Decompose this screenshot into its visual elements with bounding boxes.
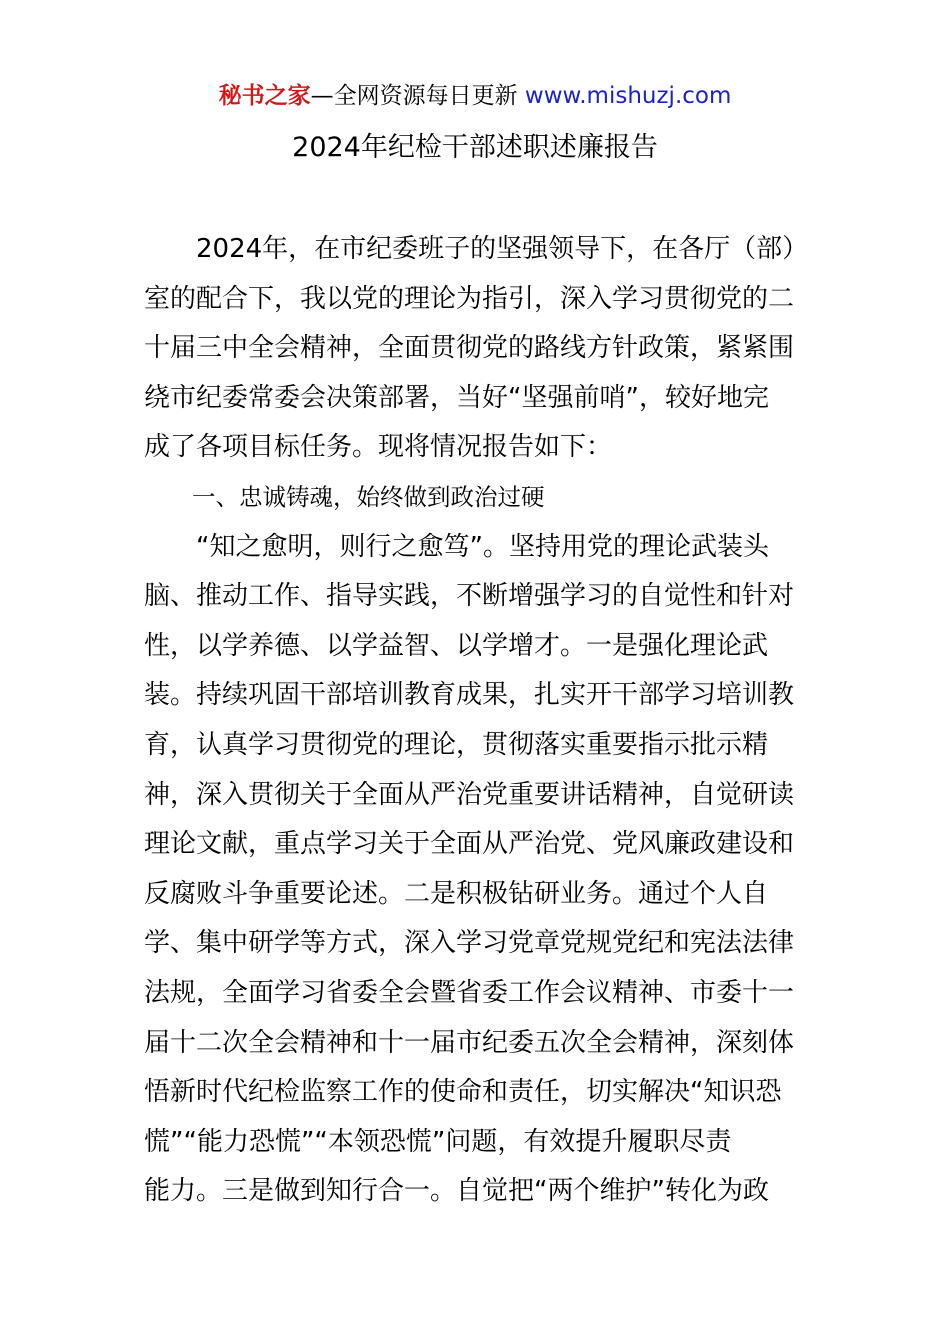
paragraph-line: 届十二次全会精神和十一届市纪委五次全会精神，深刻体 bbox=[144, 1027, 795, 1058]
paragraph-line: 脑、推动工作、指导实践，不断增强学习的自觉性和针对 bbox=[144, 581, 795, 612]
paragraph-line: 室的配合下，我以党的理论为指引，深入学习贯彻党的二 bbox=[144, 283, 795, 314]
document-title: 2024年纪检干部述职述廉报告 bbox=[292, 132, 658, 163]
paragraph-line: 理论文献，重点学习关于全面从严治党、党风廉政建设和 bbox=[144, 829, 795, 860]
section-heading: 一、忠诚铸魂，始终做到政治过硬 bbox=[192, 482, 545, 511]
document-body bbox=[144, 225, 809, 1217]
paragraph-line: 悟新时代纪检监察工作的使命和责任，切实解决“知识恐 bbox=[144, 1077, 782, 1108]
paragraph-line: 法规，全面学习省委全会暨省委工作会议精神、市委十一 bbox=[144, 977, 795, 1008]
site-url-link[interactable]: www.mishuzj.com bbox=[524, 83, 732, 109]
header-slogan: —全网资源每日更新 bbox=[310, 83, 518, 109]
paragraph-line: 装。持续巩固干部培训教育成果，扎实开干部学习培训教 bbox=[144, 680, 795, 711]
paragraph-line: 成了各项目标任务。现将情况报告如下： bbox=[144, 432, 613, 463]
paragraph-line: 反腐败斗争重要论述。二是积极钻研业务。通过个人自 bbox=[144, 878, 769, 909]
paragraph-line: 性，以学养德、以学益智、以学增才。一是强化理论武 bbox=[144, 630, 769, 661]
brand-name: 秘书之家 bbox=[218, 83, 311, 109]
paragraph-line: 能力。三是做到知行合一。自觉把“两个维护”转化为政 bbox=[144, 1176, 769, 1207]
paragraph-line: 慌”“能力恐慌”“本领恐慌”问题，有效提升履职尽责 bbox=[144, 1126, 732, 1157]
paragraph-line: 学、集中研学等方式，深入学习党章党规党纪和宪法法律 bbox=[144, 928, 795, 959]
paragraph-line: “知之愈明，则行之愈笃”。坚持用党的理论武装头 bbox=[196, 531, 769, 562]
paragraph-line: 神，深入贯彻关于全面从严治党重要讲话精神，自觉研读 bbox=[144, 779, 795, 810]
site-header bbox=[0, 80, 950, 112]
paragraph-line: 2024年，在市纪委班子的坚强领导下，在各厅（部） bbox=[196, 234, 809, 264]
paragraph-line: 十届三中全会精神，全面贯彻党的路线方针政策，紧紧围 bbox=[144, 333, 795, 364]
paragraph-line: 绕市纪委常委会决策部署，当好“坚强前哨”，较好地完 bbox=[144, 382, 769, 413]
paragraph-line: 育，认真学习贯彻党的理论，贯彻落实重要指示批示精 bbox=[144, 729, 769, 760]
